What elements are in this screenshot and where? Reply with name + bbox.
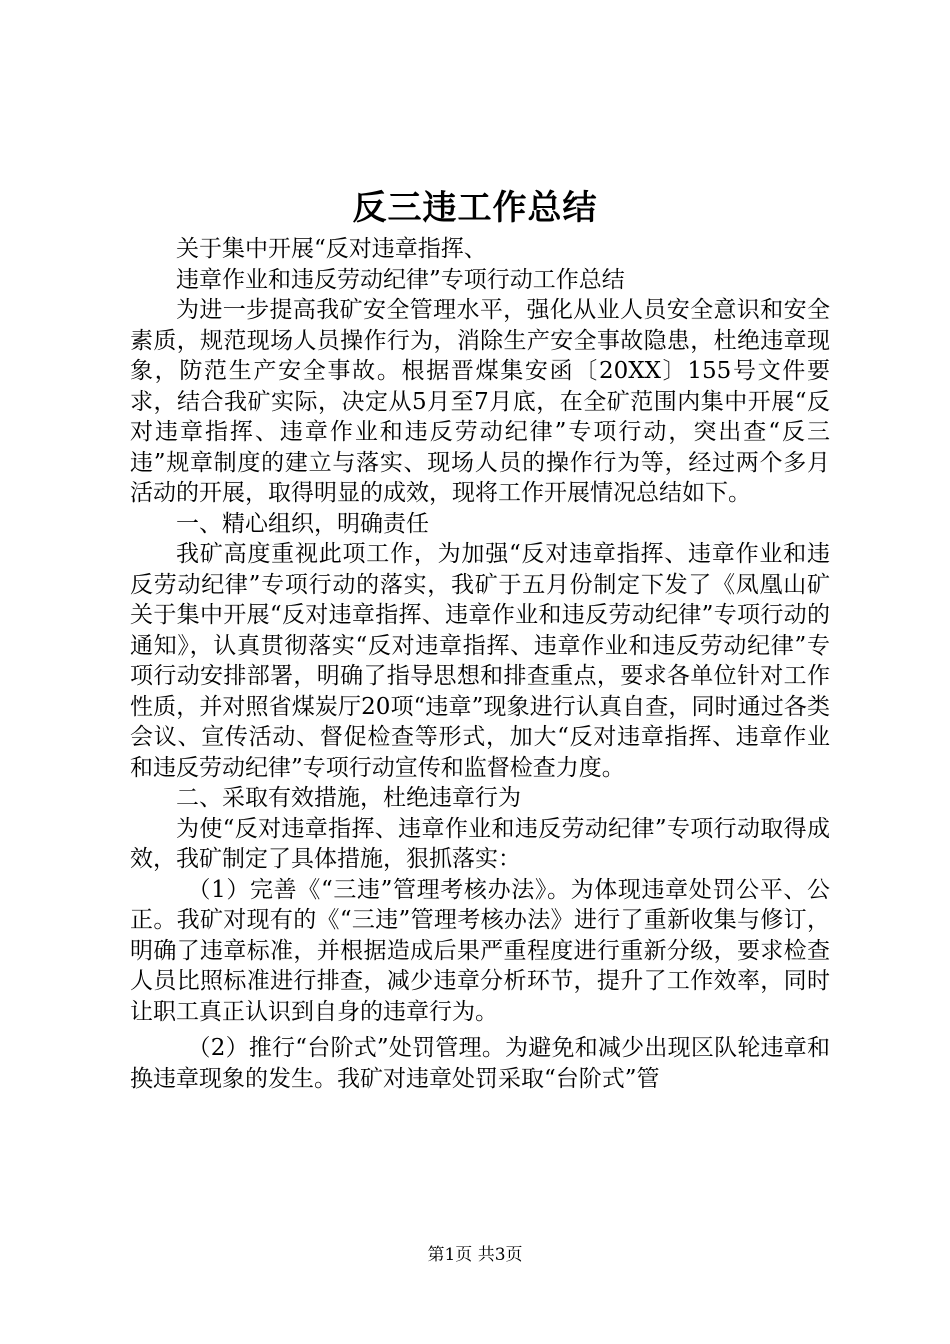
section-2-intro-paragraph: 为使“反对违章指挥、违章作业和违反劳动纪律”专项行动取得成效，我矿制定了具体措施，狠抓落实： (130, 815, 830, 872)
section-heading-2: 二、采取有效措施，杜绝违章行为 (176, 785, 521, 811)
section-heading-1: 一、精心组织，明确责任 (176, 510, 429, 537)
page-footer: 第1页 共3页 (427, 1245, 523, 1265)
document-body (130, 234, 830, 1094)
subtitle-line-2: 违章作业和违反劳动纪律”专项行动工作总结 (176, 266, 625, 293)
intro-paragraph: 为进一步提高我矿安全管理水平，强化从业人员安全意识和安全素质，规范现场人员操作行为，消除生产安全事故隐患，杜绝违章现象，防范生产安全事故。根据晋煤集安函〔20XX〕155号文件要求，结合我矿实际，决定从5月至7月底，在全矿范围内集中开展“反对违章指挥、违章作业和违反劳动纪律”专项行动，突出查“反三违”规章制度的建立与落实、现场人员的操作行为等，经过两个多月活动的开展，取得明显的成效，现将工作开展情况总结如下。 (130, 297, 830, 506)
document-title: 反三违工作总结 (352, 188, 598, 228)
section-1-paragraph: 我矿高度重视此项工作，为加强“反对违章指挥、违章作业和违反劳动纪律”专项行动的落实，我矿于五月份制定下发了《凤凰山矿关于集中开展“反对违章指挥、违章作业和违反劳动纪律”专项行动的通知》，认真贯彻落实“反对违章指挥、违章作业和违反劳动纪律”专项行动安排部署，明确了指导思想和排查重点，要求各单位针对工作性质，并对照省煤炭厅20项“违章”现象进行认真自查，同时通过各类会议、宣传活动、督促检查等形式，加大“反对违章指挥、违章作业和违反劳动纪律”专项行动宣传和监督检查力度。 (130, 541, 830, 781)
measure-2-paragraph: （2）推行“台阶式”处罚管理。为避免和减少出现区队轮违章和换违章现象的发生。我矿对违章处罚采取“台阶式”管 (130, 1035, 830, 1092)
measure-1-paragraph: （1）完善《“三违”管理考核办法》。为体现违章处罚公平、公正。我矿对现有的《“三违”管理考核办法》进行了重新收集与修订，明确了违章标准，并根据造成后果严重程度进行重新分级，要求检查人员比照标准进行排查，减少违章分析环节，提升了工作效率，同时让职工真正认识到自身的违章行为。 (130, 876, 830, 1025)
subtitle-line-1: 关于集中开展“反对违章指挥、 (176, 236, 487, 262)
